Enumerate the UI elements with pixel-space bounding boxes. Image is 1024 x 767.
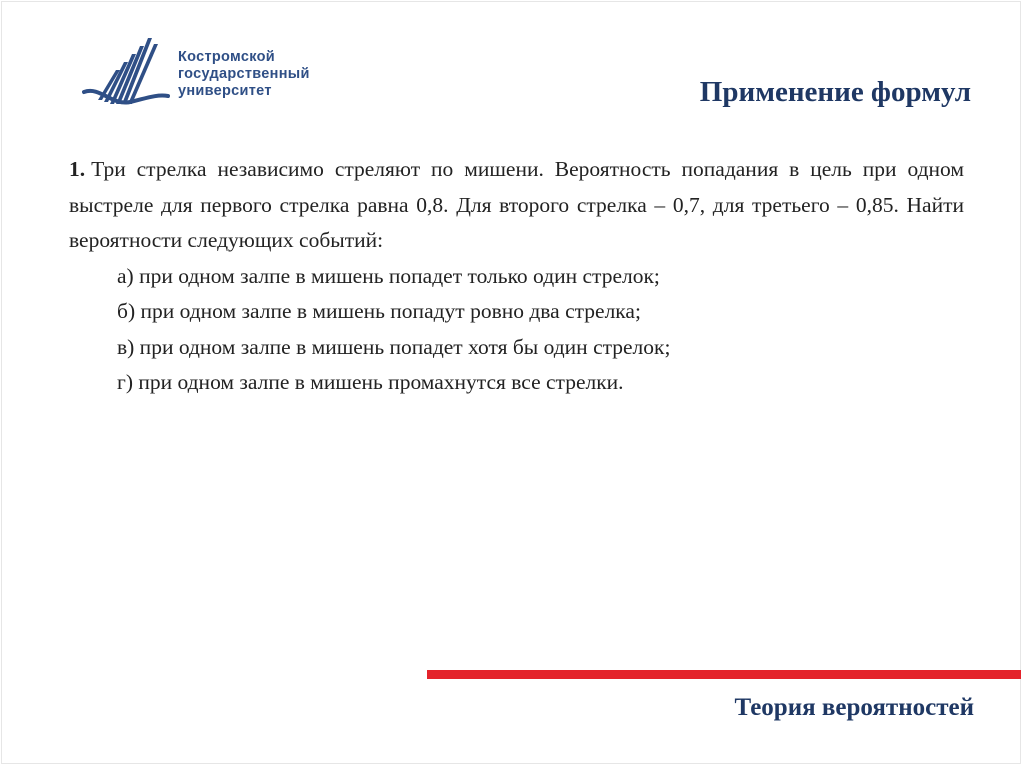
logo-line-1: Костромской [178,49,275,65]
logo-line-2: государственный [178,66,310,82]
problem-item-c: в) при одном залпе в мишень попадет хотя бы один стрелок; [117,334,671,359]
problem-statement [69,152,964,259]
problem-item-b: б) при одном залпе в мишень попадут ровно два стрелка; [117,299,641,323]
logo-line-3: университет [178,83,272,99]
problem-item-a: а) при одном залпе в мишень попадет только один стрелок; [117,263,660,288]
problem-items [69,259,964,401]
slide-content [69,152,964,401]
logo-text [178,49,310,100]
footer-divider [427,670,1021,679]
problem-item-d: г) при одном залпе в мишень промахнутся все стрелки. [117,370,624,394]
problem-text: Три стрелка независимо стреляют по мишени. Вероятность попадания в цель при одном выстреле для первого стрелка равна 0,8. Для второго стрелка – 0,7, для третьего – 0,85. Найти вероятности следующих событий: [69,157,964,252]
university-logo [82,36,352,116]
ksu-swoosh-logo-icon [82,36,172,116]
footer-course-title: Теория вероятностей [734,694,974,721]
problem-number: 1. [69,157,86,181]
slide-title: Применение формул [699,76,971,108]
